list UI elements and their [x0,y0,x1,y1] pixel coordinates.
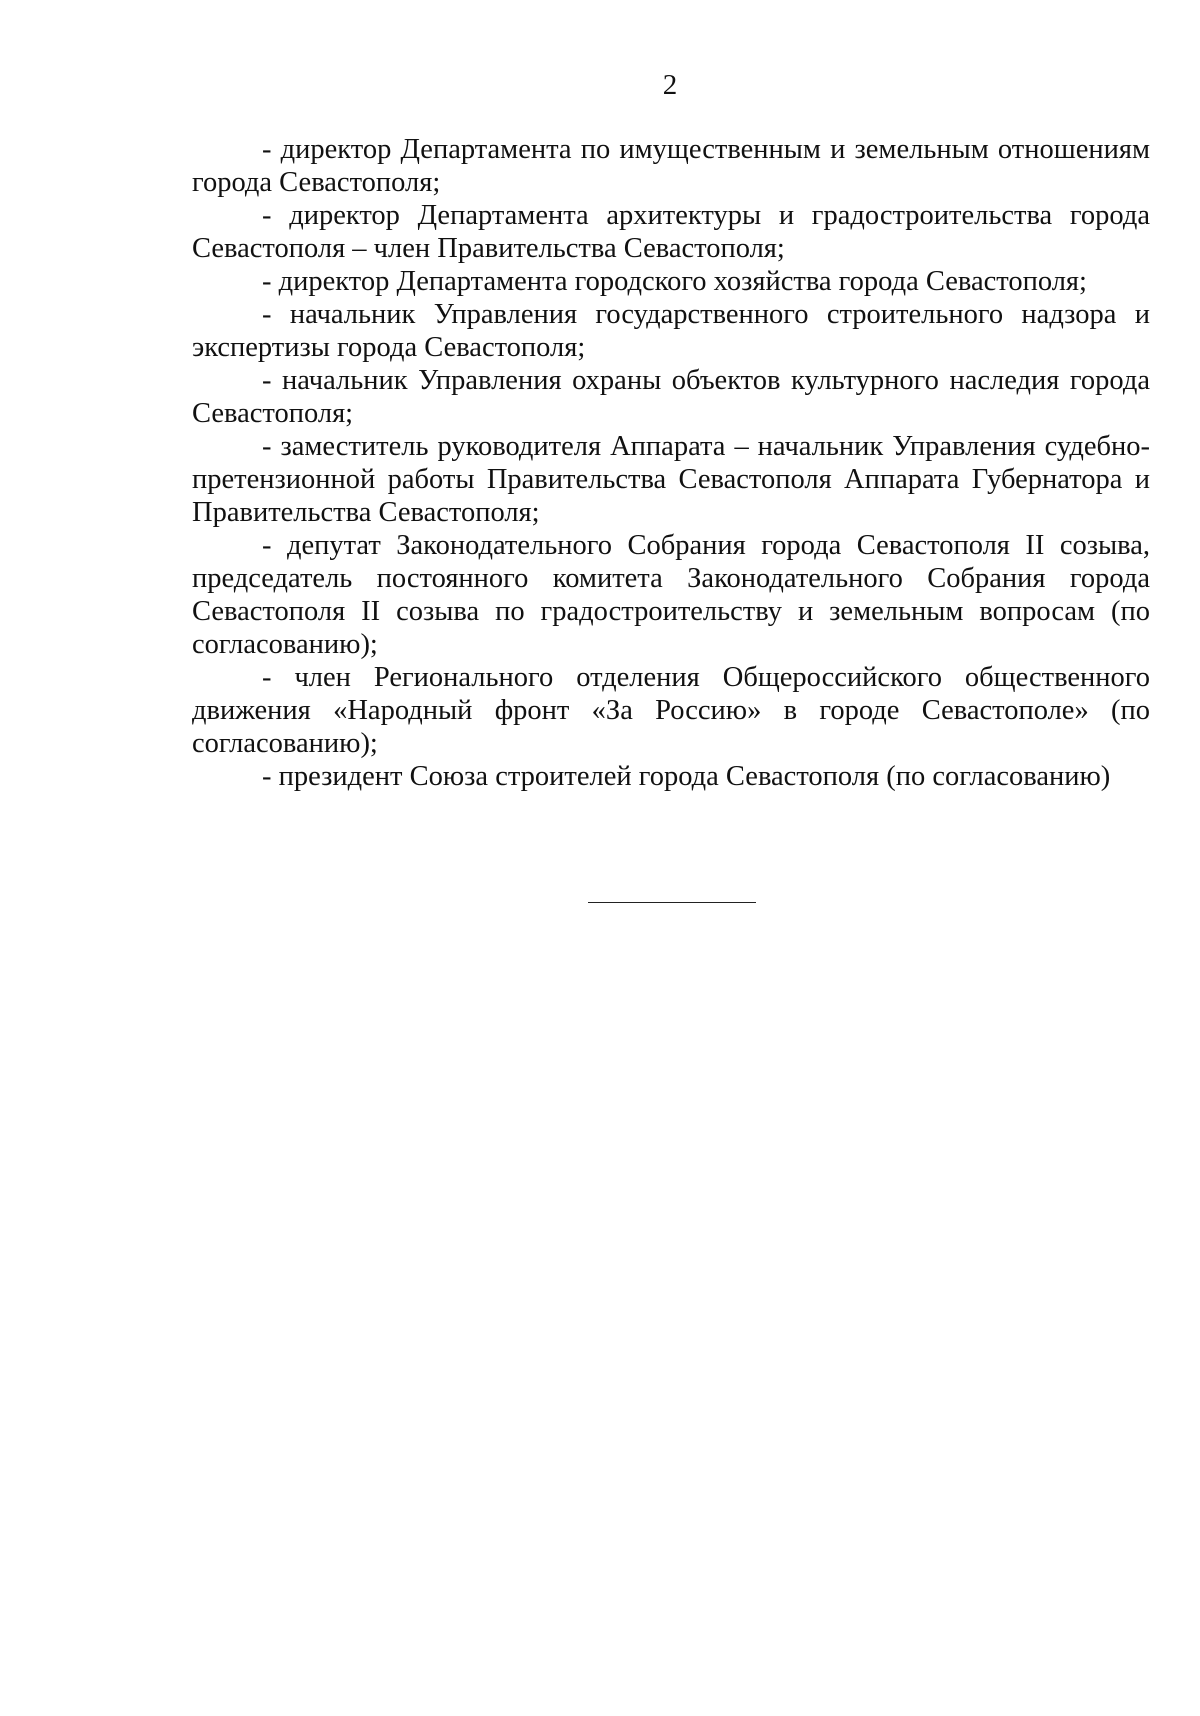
list-item: - директор Департамента городского хозяйства города Севастополя; [262,266,1087,297]
list-item: - директор Департамента по имущественным и земельным отношениям города Севастополя; [192,134,1150,198]
list-item: - президент Союза строителей города Севастополя (по согласованию) [262,761,1111,792]
list-item: - заместитель руководителя Аппарата – начальник Управления судебно-претензионной работы Правительства Севастополя Аппарата Губернатора и Правительства Севастополя; [192,431,1150,528]
page-number: 2 [662,69,678,101]
list-item: - начальник Управления охраны объектов культурного наследия города Севастополя; [192,365,1150,429]
list-item: - депутат Законодательного Собрания города Севастополя II созыва, председатель постоянного комитета Законодательного Собрания города Севастополя II созыва по градостроительству и земельным вопросам (по согласованию); [192,530,1150,660]
list-item: - начальник Управления государственного строительного надзора и экспертизы города Севастополя; [192,299,1150,363]
end-divider [588,902,756,903]
member-list [192,133,1150,793]
list-item: - член Регионального отделения Общероссийского общественного движения «Народный фронт «За Россию» в городе Севастополе» (по согласованию); [192,662,1150,759]
list-item: - директор Департамента архитектуры и градостроительства города Севастополя – член Правительства Севастополя; [192,200,1150,264]
